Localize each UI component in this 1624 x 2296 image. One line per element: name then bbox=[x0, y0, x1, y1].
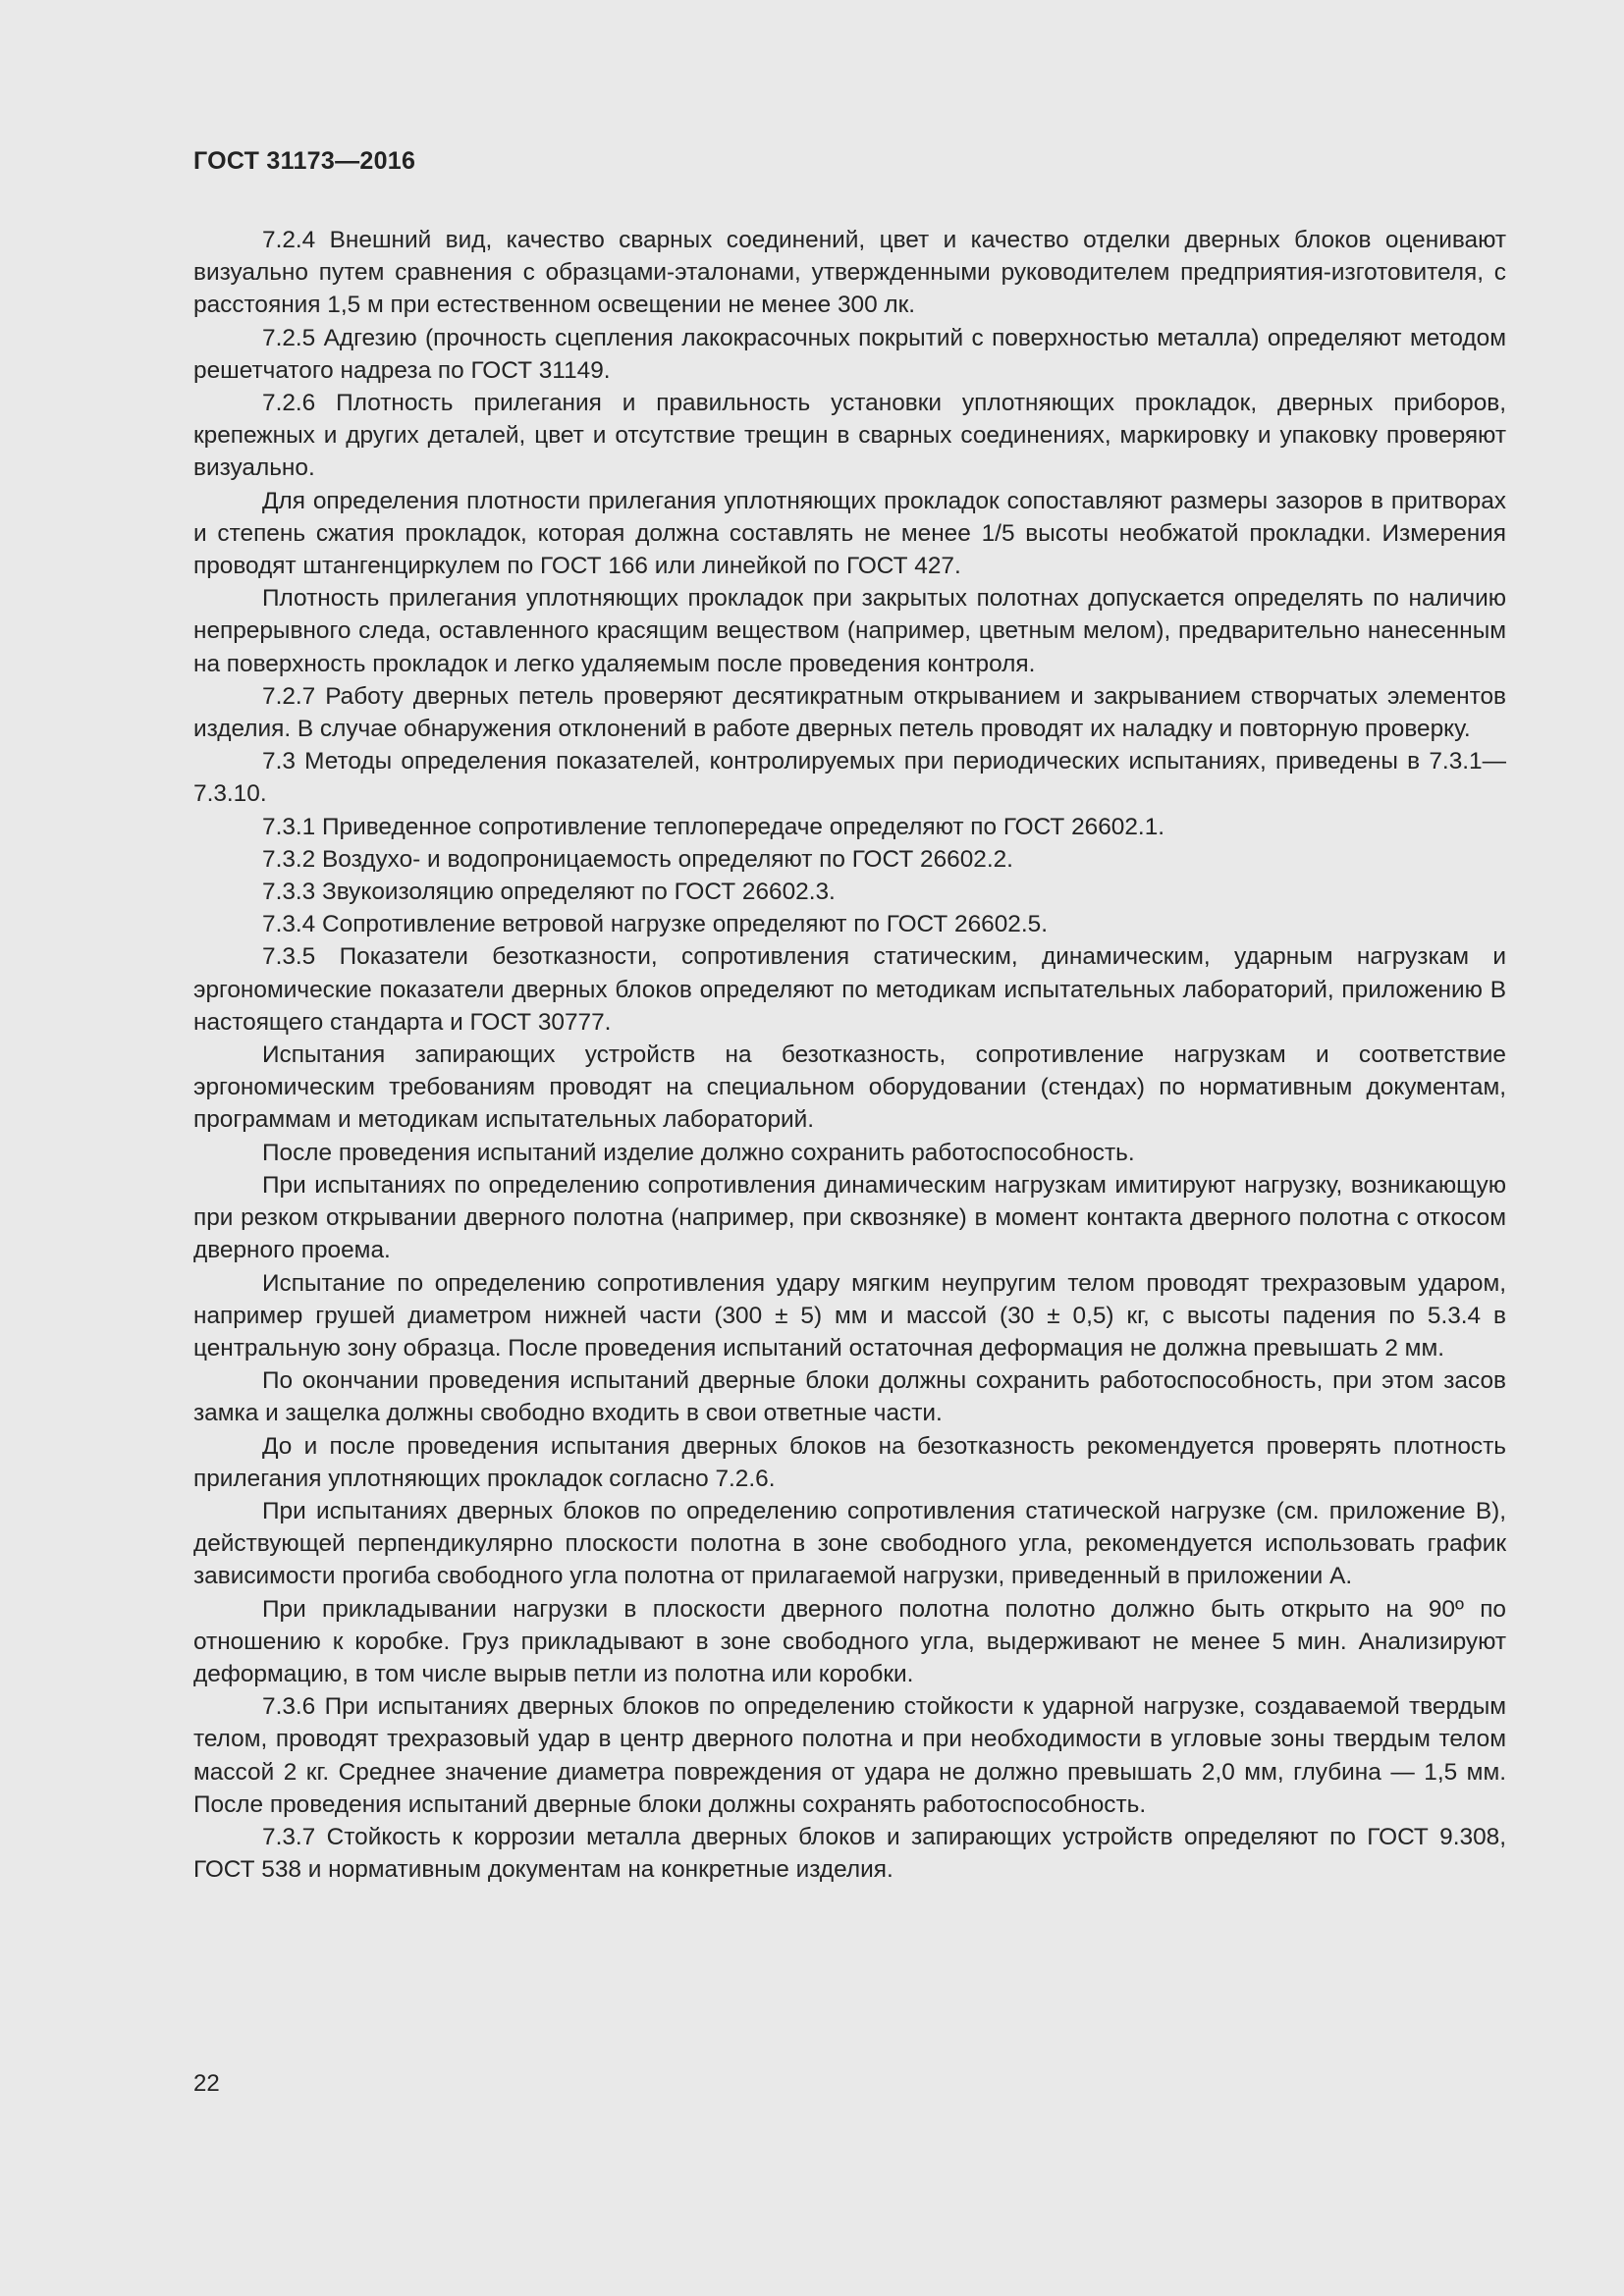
paragraph-dynamic-load: При испытаниях по определению сопротивления динамическим нагрузкам имитируют нагрузку, возникающую при резком открывании дверного полотна (например, при сквозняке) в момент контакта дверного полотна с откосом дверного проема. bbox=[193, 1171, 1506, 1264]
paragraph-7-3-2: 7.3.2 Воздухо- и водопроницаемость определяют по ГОСТ 26602.2. bbox=[262, 845, 1013, 873]
paragraph-seal-trace: Плотность прилегания уплотняющих прокладок при закрытых полотнах допускается определять по наличию непрерывного следа, оставленного красящим веществом (например, цветным мелом), предварительно нанесенным на поверхность прокладок и легко удаляемым после проведения контроля. bbox=[193, 585, 1506, 677]
paragraph-7-2-7: 7.2.7 Работу дверных петель проверяют десятикратным открыванием и закрыванием створчатых элементов изделия. В случае обнаружения отклонений в работе дверных петель проводят их наладку и повторную проверку. bbox=[193, 682, 1506, 743]
paragraph-7-3-4: 7.3.4 Сопротивление ветровой нагрузке определяют по ГОСТ 26602.5. bbox=[262, 911, 1048, 938]
paragraph-static-load: При испытаниях дверных блоков по определению сопротивления статической нагрузке (см. приложение В), действующей перпендикулярно плоскости полотна в зоне свободного угла, рекомендуется использовать график зависимости прогиба свободного угла полотна от прилагаемой нагрузки, приведенный в приложении А. bbox=[193, 1497, 1506, 1590]
paragraph-7-2-4: 7.2.4 Внешний вид, качество сварных соединений, цвет и качество отделки дверных блоков оценивают визуально путем сравнения с образцами-эталонами, утвержденными руководителем предприятия-изготовителя, с расстояния 1,5 м при естественном освещении не менее 300 лк. bbox=[193, 227, 1506, 319]
document-code-header: ГОСТ 31173—2016 bbox=[193, 147, 416, 175]
paragraph-soft-impact: Испытание по определению сопротивления удару мягким неупругим телом проводят трехразовым ударом, например грушей диаметром нижней части (300 ± 5) мм и массой (30 ± 0,5) кг, с высоты падения по 5.3.4 в центральную зону образца. После проведения испытаний остаточная деформация не должна превышать 2 мм. bbox=[193, 1269, 1506, 1362]
paragraph-after-tests: После проведения испытаний изделие должно сохранить работоспособность. bbox=[262, 1139, 1135, 1166]
document-body bbox=[193, 224, 1506, 1886]
paragraph-seal-check: До и после проведения испытания дверных блоков на безотказность рекомендуется проверять плотность прилегания уплотняющих прокладок согласно 7.2.6. bbox=[193, 1432, 1506, 1492]
paragraph-test-completion: По окончании проведения испытаний дверные блоки должны сохранить работоспособность, при этом засов замка и защелка должны свободно входить в свои ответные части. bbox=[193, 1367, 1506, 1427]
paragraph-7-2-6: 7.2.6 Плотность прилегания и правильность установки уплотняющих прокладок, дверных приборов, крепежных и других деталей, цвет и отсутствие трещин в сварных соединениях, маркировку и упаковку проверяют визуально. bbox=[193, 390, 1506, 482]
paragraph-7-3-1: 7.3.1 Приведенное сопротивление теплопередаче определяют по ГОСТ 26602.1. bbox=[262, 813, 1165, 840]
paragraph-seal-measurement: Для определения плотности прилегания уплотняющих прокладок сопоставляют размеры зазоров в притворах и степень сжатия прокладок, которая должна составлять не менее 1/5 высоты необжатой прокладки. Измерения проводят штангенциркулем по ГОСТ 166 или линейкой по ГОСТ 427. bbox=[193, 487, 1506, 580]
paragraph-7-3: 7.3 Методы определения показателей, контролируемых при периодических испытаниях, приведены в 7.3.1—7.3.10. bbox=[193, 748, 1506, 808]
paragraph-7-3-3: 7.3.3 Звукоизоляцию определяют по ГОСТ 26602.3. bbox=[262, 879, 836, 906]
paragraph-7-3-5: 7.3.5 Показатели безотказности, сопротивления статическим, динамическим, ударным нагрузкам и эргономические показатели дверных блоков определяют по методикам испытательных лабораторий, приложению В настоящего стандарта и ГОСТ 30777. bbox=[193, 943, 1506, 1036]
paragraph-7-3-6: 7.3.6 При испытаниях дверных блоков по определению стойкости к ударной нагрузке, создаваемой твердым телом, проводят трехразовый удар в центр дверного полотна и при необходимости в угловые зоны твердым телом массой 2 кг. Среднее значение диаметра повреждения от удара не должно превышать 2,0 мм, глубина — 1,5 мм. После проведения испытаний дверные блоки должны сохранять работоспособность. bbox=[193, 1693, 1506, 1818]
paragraph-lock-tests: Испытания запирающих устройств на безотказность, сопротивление нагрузкам и соответствие эргономическим требованиям проводят на специальном оборудовании (стендах) по нормативным документам, программам и методикам испытательных лабораторий. bbox=[193, 1041, 1506, 1134]
page-number: 22 bbox=[193, 2070, 220, 2097]
paragraph-7-2-5: 7.2.5 Адгезию (прочность сцепления лакокрасочных покрытий с поверхностью металла) определяют методом решетчатого надреза по ГОСТ 31149. bbox=[193, 324, 1506, 384]
paragraph-7-3-7: 7.3.7 Стойкость к коррозии металла дверных блоков и запирающих устройств определяют по ГОСТ 9.308, ГОСТ 538 и нормативным документам на конкретные изделия. bbox=[193, 1823, 1506, 1884]
paragraph-load-application: При прикладывании нагрузки в плоскости дверного полотна полотно должно быть открыто на 90º по отношению к коробке. Груз прикладывают в зоне свободного угла, выдерживают не менее 5 мин. Анализируют деформацию, в том числе вырыв петли из полотна или коробки. bbox=[193, 1595, 1506, 1687]
